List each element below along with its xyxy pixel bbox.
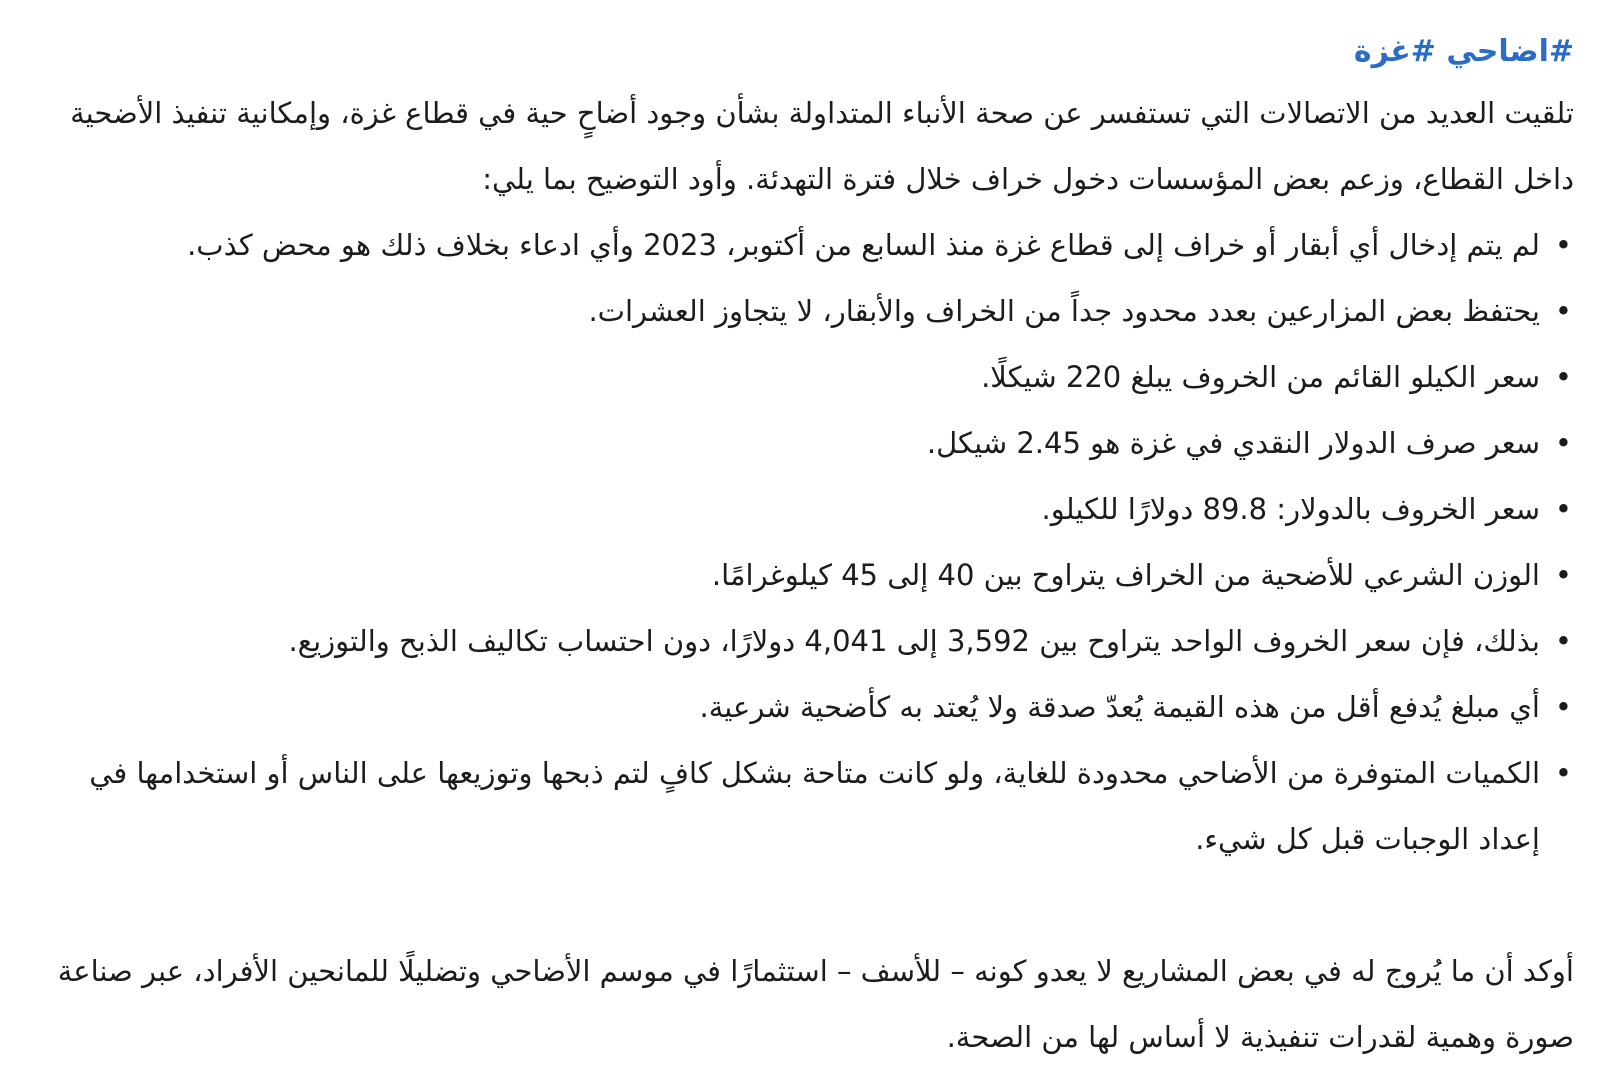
hashtag-line	[26, 24, 1574, 80]
list-item: • سعر الخروف بالدولار: 89.8 دولارًا للكيلو.	[26, 476, 1574, 542]
list-item: • سعر الكيلو القائم من الخروف يبلغ 220 شيكلًا.	[26, 344, 1574, 410]
intro-paragraph: تلقيت العديد من الاتصالات التي تستفسر عن صحة الأنباء المتداولة بشأن وجود أضاحٍ حية في قطاع غزة، وإمكانية تنفيذ الأضحية داخل القطاع، وزعم بعض المؤسسات دخول خراف خلال فترة التهدئة. وأود التوضيح بما يلي:	[70, 96, 1574, 196]
list-item: • أي مبلغ يُدفع أقل من هذه القيمة يُعدّ صدقة ولا يُعتد به كأضحية شرعية.	[26, 674, 1574, 740]
list-item: • يحتفظ بعض المزارعين بعدد محدود جداً من الخراف والأبقار، لا يتجاوز العشرات.	[26, 278, 1574, 344]
paragraph-spacer	[26, 872, 1574, 938]
list-item: • لم يتم إدخال أي أبقار أو خراف إلى قطاع غزة منذ السابع من أكتوبر، 2023 وأي ادعاء بخلاف ذلك هو محض كذب.	[26, 212, 1574, 278]
conclusion-paragraph: أوكد أن ما يُروج له في بعض المشاريع لا يعدو كونه – للأسف – استثمارًا في موسم الأضاحي وتضليلًا للمانحين الأفراد، عبر صناعة صورة وهمية لقدرات تنفيذية لا أساس لها من الصحة.	[57, 954, 1574, 1054]
hashtag-gaza[interactable]: #غزة	[1353, 34, 1436, 69]
list-item: • بذلك، فإن سعر الخروف الواحد يتراوح بين 3,592 إلى 4,041 دولارًا، دون احتساب تكاليف الذبح والتوزيع.	[26, 608, 1574, 674]
bullet-list	[26, 212, 1574, 872]
list-item: • الكميات المتوفرة من الأضاحي محدودة للغاية، ولو كانت متاحة بشكل كافٍ لتم ذبحها وتوزيعها على الناس أو استخدامها في إعداد الوجبات قبل كل شيء.	[26, 740, 1574, 872]
list-item: • سعر صرف الدولار النقدي في غزة هو 2.45 شيكل.	[26, 410, 1574, 476]
list-item: • الوزن الشرعي للأضحية من الخراف يتراوح بين 40 إلى 45 كيلوغرامًا.	[26, 542, 1574, 608]
hashtag-adahi[interactable]: #اضاحي	[1446, 34, 1574, 69]
